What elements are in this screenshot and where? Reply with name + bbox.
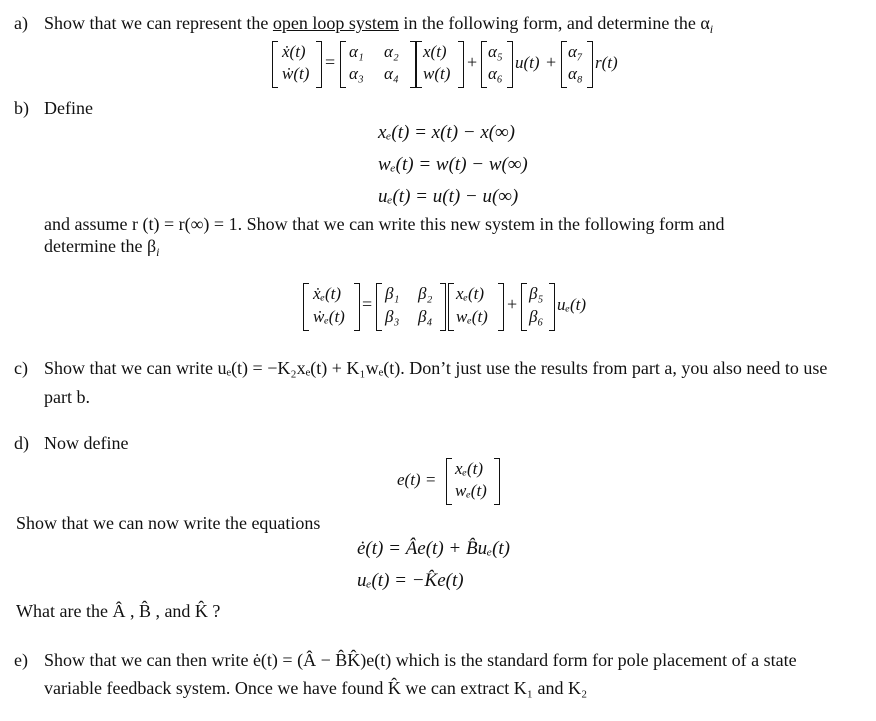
a-A-3: α₄ [384, 64, 399, 83]
a-B-0: α₅ [488, 42, 503, 61]
d-e-lhs: e(t) = [397, 470, 437, 489]
a-system-matrix [340, 41, 416, 88]
b-B-0: β₅ [529, 284, 544, 303]
a-lhs-0: ẋ(t) [282, 42, 306, 61]
part-d-define: Now define [44, 433, 129, 453]
a-A-1: α₂ [384, 42, 399, 61]
a-C-1: α₈ [568, 64, 583, 83]
part-e-line-1: Show that we can then write ė(t) = (Â − B̂K̂)e(t) which is the standard form for pole placement of a state [44, 650, 797, 670]
d-eq-1: ė(t) = Âe(t) + B̂uₑ(t) [357, 538, 511, 559]
b-state-1: wₑ(t) [456, 307, 488, 326]
open-loop-system-link: open loop system [272, 13, 399, 33]
a-input-vector [481, 41, 513, 88]
a-state-vector [416, 41, 464, 88]
b-lhs-vector [303, 283, 360, 331]
a-u: u(t) [515, 53, 540, 72]
b-A-1: β₂ [418, 284, 433, 303]
part-b-assume-2 [44, 236, 159, 260]
part-b-label: b) [14, 98, 29, 118]
b-system-matrix [376, 283, 446, 331]
a-A-2: α₃ [349, 64, 364, 83]
part-c-line-2: part b. [44, 387, 90, 407]
b-A-2: β₃ [385, 307, 400, 326]
a-lhs-vector [272, 41, 322, 88]
part-b-assume-sub: i [156, 245, 160, 259]
part-a-text-pre: Show that we can represent the [44, 13, 273, 33]
b-input-vector [521, 283, 555, 331]
d-e-0: xₑ(t) [455, 459, 484, 478]
part-b-define: Define [44, 98, 93, 118]
b-A-3: β₄ [418, 307, 433, 326]
b-u: uₑ(t) [557, 295, 587, 314]
a-C-0: α₇ [568, 42, 583, 61]
part-a-label: a) [14, 13, 28, 33]
part-c-label: c) [14, 358, 28, 378]
d-e-vector [446, 458, 500, 505]
b-B-1: β₆ [529, 307, 544, 326]
part-a-text-sub: i [709, 22, 714, 36]
part-b-assume-1: and assume r (t) = r(∞) = 1. Show that we can write this new system in the following form and [44, 214, 725, 234]
b-eq-2: wₑ(t) = w(t) − w(∞) [378, 154, 528, 175]
a-lhs-1: ẇ(t) [282, 64, 310, 83]
d-eq-2: uₑ(t) = −K̂e(t) [357, 570, 464, 591]
a-ref-vector [561, 41, 593, 88]
part-d-show: Show that we can now write the equations [16, 513, 321, 533]
d-e-1: wₑ(t) [455, 481, 487, 500]
part-c-line-1: Show that we can write uₑ(t) = −K₂xₑ(t) + K₁wₑ(t). Don’t just use the results from part a, you also need to use [44, 358, 828, 378]
part-d-label: d) [14, 433, 29, 453]
b-lhs-1: ẇₑ(t) [313, 307, 345, 326]
b-state-0: xₑ(t) [456, 284, 485, 303]
a-state-0: x(t) [423, 42, 447, 61]
a-A-0: α₁ [349, 42, 364, 61]
b-eq-3: uₑ(t) = u(t) − u(∞) [378, 186, 519, 207]
b-eq-1: xₑ(t) = x(t) − x(∞) [378, 122, 515, 143]
b-state-vector [448, 283, 504, 331]
part-b-assume-2-text: determine the β [44, 236, 157, 256]
a-r: r(t) [595, 53, 618, 72]
a-state-1: w(t) [423, 64, 451, 83]
part-e-label: e) [14, 650, 28, 670]
part-a-text-post: in the following form, and determine the α [398, 13, 710, 33]
b-lhs-0: ẋₑ(t) [313, 284, 342, 303]
a-B-1: α₆ [488, 64, 503, 83]
part-a-text [44, 13, 713, 37]
b-A-0: β₁ [385, 284, 400, 303]
part-e-line-2: variable feedback system. Once we have found K̂ we can extract K₁ and K₂ [44, 678, 588, 698]
part-d-question: What are the Â , B̂ , and K̂ ? [16, 601, 221, 621]
